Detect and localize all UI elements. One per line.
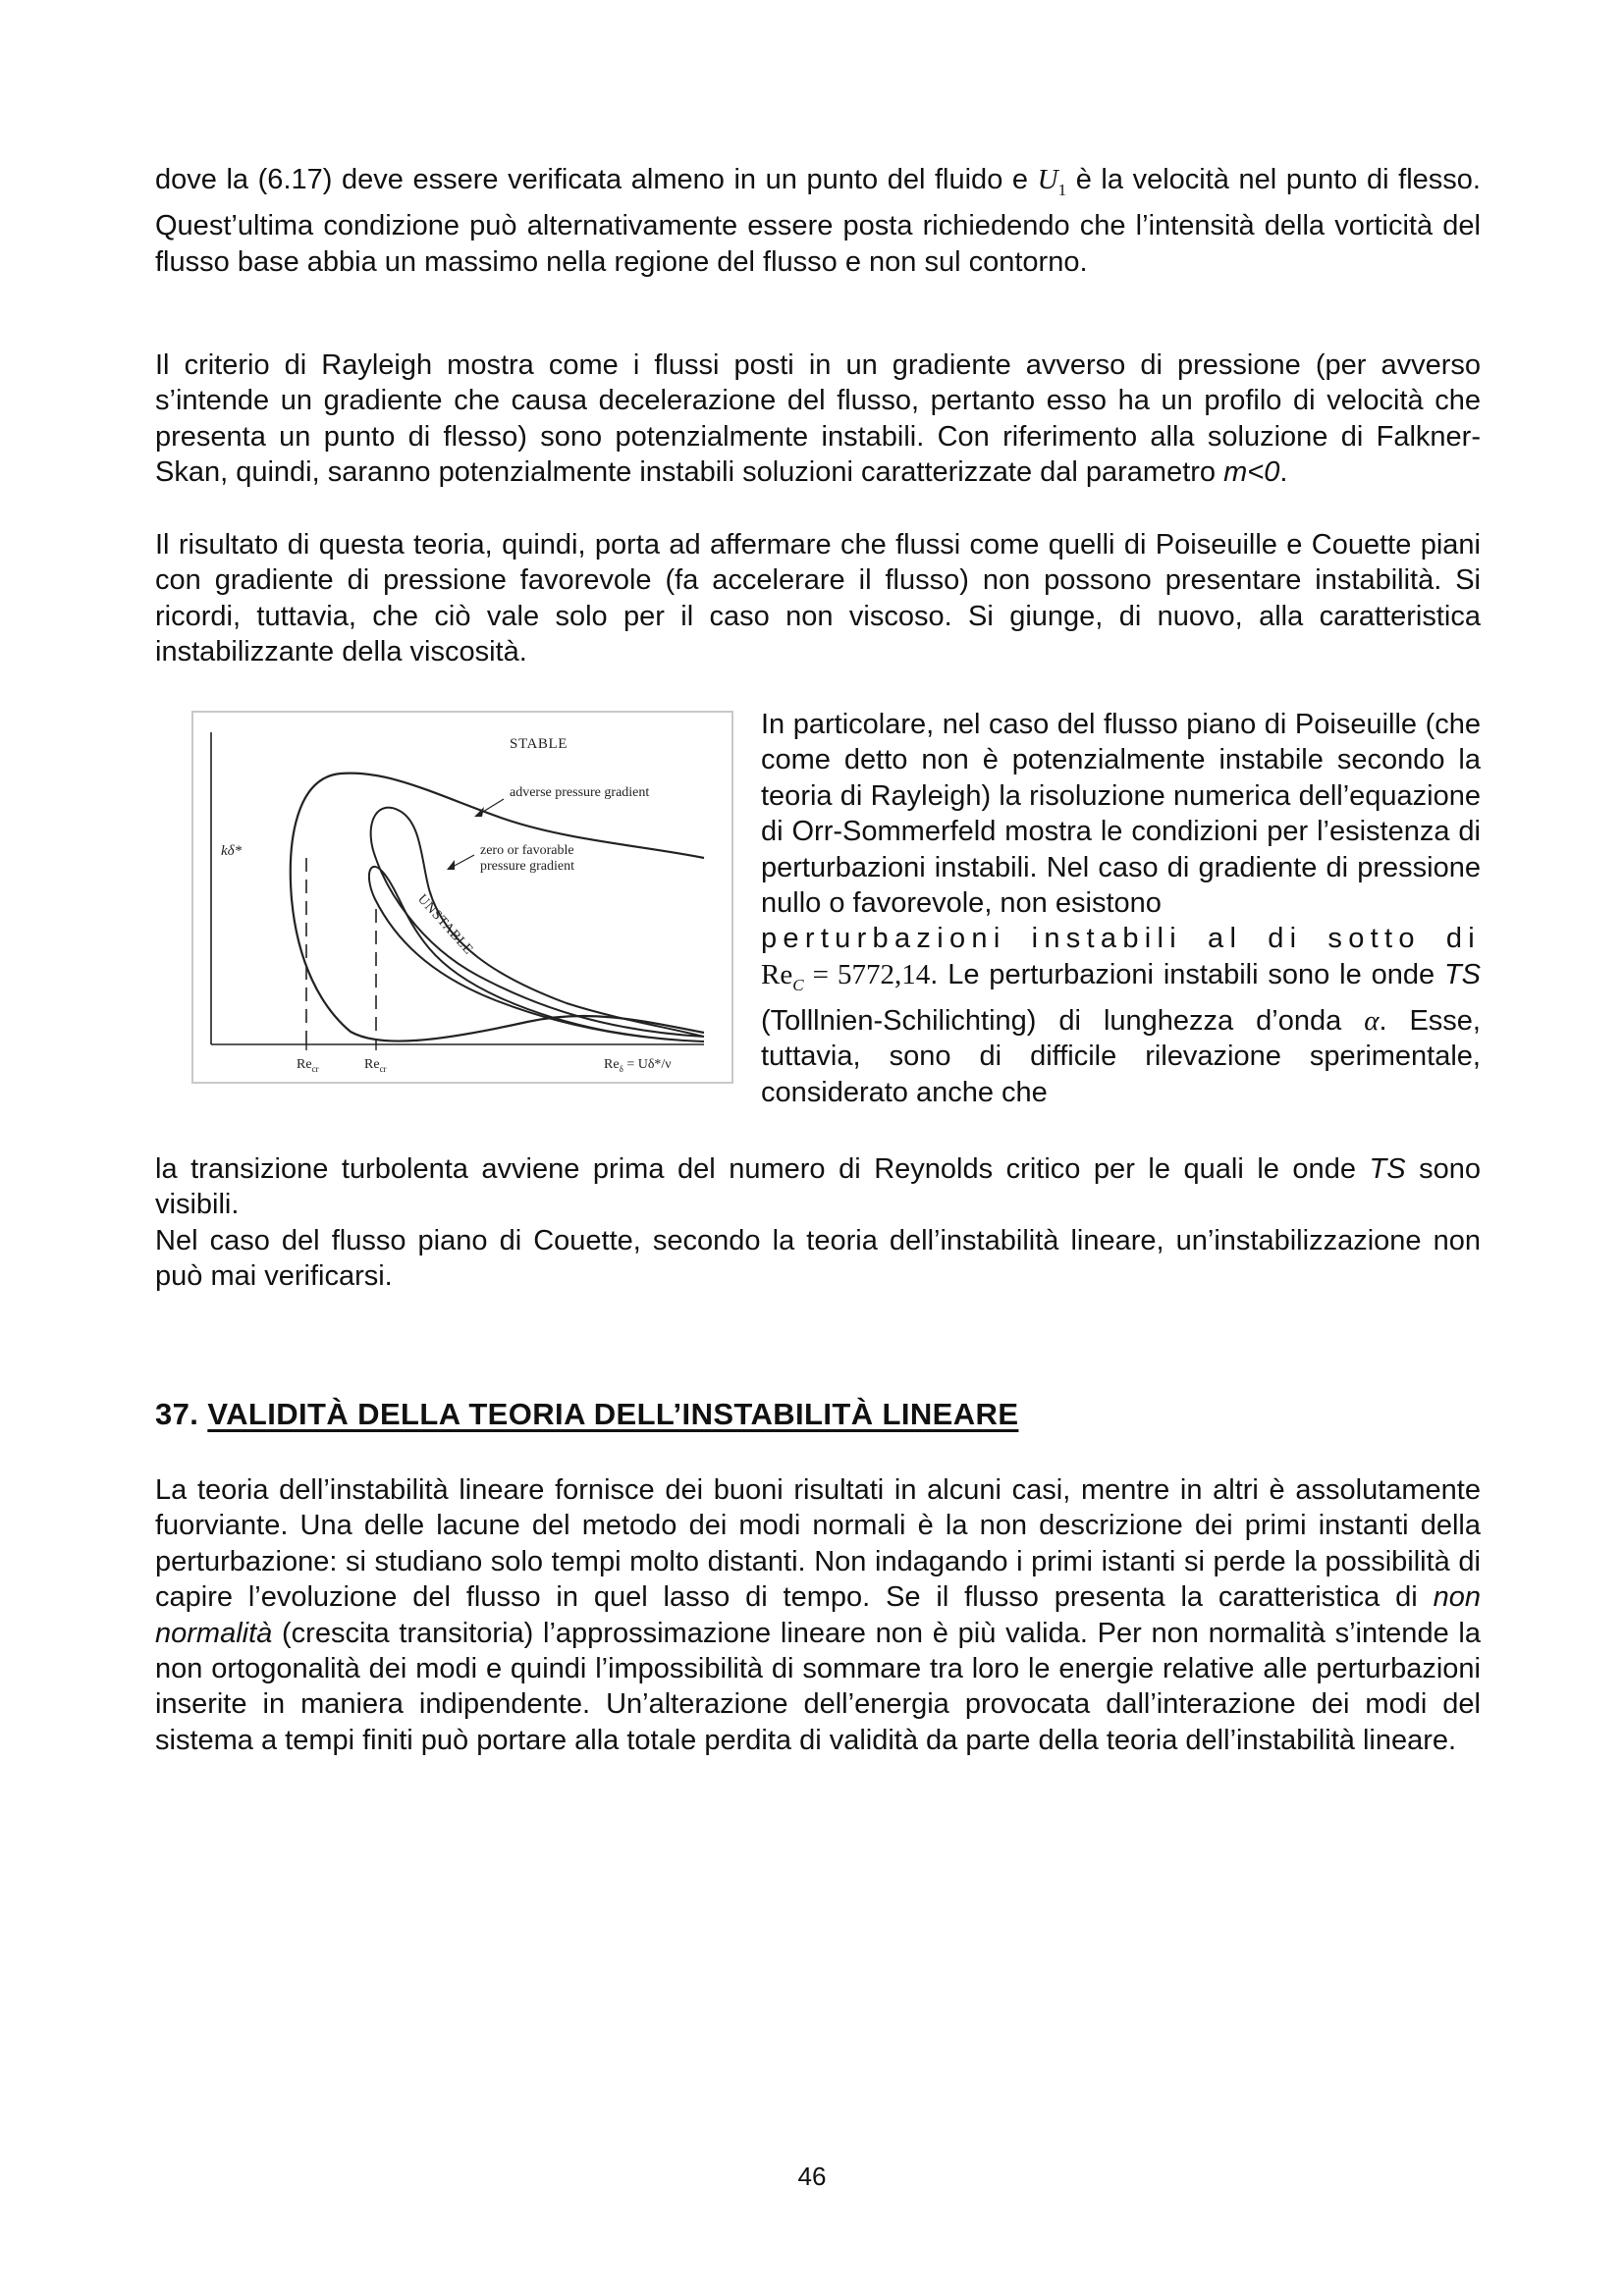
zero-arrow-head [447,860,455,870]
section-heading [155,1397,1018,1432]
wrapped-paragraph-text-a: In particolare, nel caso del flusso piano di Poiseuille (che come detto non è potenzialmente instabile secondo la teoria di Rayleigh) la risoluzione numerica dell’equazione di Orr-Sommerfeld mostra le condizioni per l’esistenza di perturbazioni instabili. Nel caso di gradiente di pressione nullo o favorevole, non esistono [761,709,1481,920]
paragraph-4-text-a: la transizione turbolenta avviene prima del numero di Reynolds critico per le quali le onde [155,1153,1370,1185]
re-cr-1-sub: cr [311,1064,319,1074]
u-subscript: 1 [1057,180,1067,199]
paragraph-2 [155,347,1481,491]
alpha-symbol: α [1364,1005,1380,1038]
wrapped-text-b: . Le perturbazioni instabili sono le onde [930,958,1444,990]
zero-gradient-curve-outer [371,808,704,1037]
paragraph-1 [155,162,1481,280]
wrapped-paragraph-spaced-line: perturbazioni instabili al di sotto di [761,923,1481,955]
ts-term-2: TS [1369,1153,1406,1185]
re-subscript: C [792,975,804,994]
paragraph-5 [155,1472,1481,1758]
zero-gradient-curve-inner [369,867,704,1041]
paragraph-5-text-a: La teoria dell’instabilità lineare fornisce dei buoni risultati in alcuni casi, mentre in altri è assolutamente fuorviante. Una delle lacune del metodo dei modi normali è la non descrizione dei primi instanti della perturbazione: si studiano solo tempi molto distanti. Non indagando i primi istanti si perde la possibilità di capire l’evoluzione del flusso in quel lasso di tempo. Se il flusso presenta la caratteristica di [155,1474,1481,1614]
wrapped-text-d: . Esse, tuttavia, sono di difficile rilevazione sperimentale, considerato anche che [761,1005,1481,1108]
paragraph-2-text-b: . [1279,456,1288,489]
wrapped-paragraph [761,707,1481,1110]
re-symbol: Re [761,958,793,990]
paragraph-3: Il risultato di questa teoria, quindi, porta ad affermare che flussi come quelli di Poiseuille e Couette piani con gradiente di pressione favorevole (fa accelerare il flusso) non possono presentare instabilità. Si ricordi, tuttavia, che ciò vale solo per il caso non viscoso. Si giunge, di nuovo, alla caratteristica instabilizzante della viscosità. [155,529,1481,668]
re-cr-1-label [297,1057,319,1074]
paragraph-4-text-b: sono visibili. [155,1153,1481,1221]
paragraph-2-text-a: Il criterio di Rayleigh mostra come i flussi posti in un gradiente avverso di pressione (per avverso s’intende un gradiente che causa decelerazione del flusso, pertanto esso ha un profilo di velocità che presenta un punto di flesso) sono potenzialmente instabili. Con riferimento alla soluzione di Falkner-Skan, quindi, saranno potenzialmente instabili soluzioni caratterizzate dal parametro [155,349,1481,489]
adverse-label: adverse pressure gradient [510,785,650,800]
y-axis-label: kδ* [221,843,243,859]
page-number: 46 [797,2162,827,2191]
paragraph-4 [155,1151,1481,1295]
section-number: 37. [155,1397,208,1431]
re-cr-2-label [364,1057,387,1074]
reynolds-critical [761,958,931,994]
stability-diagram-figure [191,711,733,1084]
u-symbol: U [1037,164,1058,195]
paragraph-1-text-b: è la velocità nel punto di flesso. Quest’ultima condizione può alternativamente essere posta richiedendo che l’intensità della vorticità del flusso base abbia un massimo nella regione del flusso e non sul contorno. [155,164,1481,278]
non-normality-term: non normalità [155,1581,1481,1649]
stability-diagram [193,713,731,1082]
x-axis-label [604,1057,672,1074]
x-axis-label-rest: = Uδ*/ν [623,1057,672,1072]
stable-label: STABLE [510,736,568,752]
paragraph-5-text-b: (crescita transitoria) l’approssimazione lineare non è più valida. Per non normalità s’intende la non ortogonalità dei modi e quindi l’impossibilità di sommare tra loro le energie relative alle perturbazioni inserite in maniera indipendente. Un’alterazione dell’energia provocata dall’interazione dei modi del sistema a tempi finiti può portare alla totale perdita di validità da parte della teoria dell’instabilità lineare. [155,1617,1481,1756]
section-title: VALIDITÀ DELLA TEORIA DELL’INSTABILITÀ LINEARE [207,1397,1019,1431]
x-axis-label-sub: δ [619,1064,623,1074]
ts-term: TS [1443,958,1482,990]
zero-favorable-label-line1: zero or favorable [480,843,574,858]
re-value: = 5772,14 [803,958,931,990]
m-parameter: m<0 [1223,456,1280,489]
re-cr-1-text: Re [297,1057,312,1072]
unstable-label: UNSTABLE [414,891,476,958]
re-cr-2-sub: cr [379,1064,387,1074]
wrapped-paragraph-continuation [761,957,1481,1110]
wrapped-text-c: (Tolllnien-Schilichting) di lunghezza d’onda [761,1005,1365,1038]
x-axis-label-re: Re [604,1057,620,1072]
u1-symbol [1037,164,1067,199]
paragraph-4-text-c: Nel caso del flusso piano di Couette, secondo la teoria dell’instabilità lineare, un’instabilizzazione non può mai verificarsi. [155,1224,1481,1293]
zero-favorable-label-line2: pressure gradient [480,859,575,874]
paragraph-4-line-a [155,1151,1481,1223]
paragraph-1-text-a: dove la (6.17) deve essere verificata almeno in un punto del fluido e [155,164,1038,195]
re-cr-2-text: Re [364,1057,380,1072]
